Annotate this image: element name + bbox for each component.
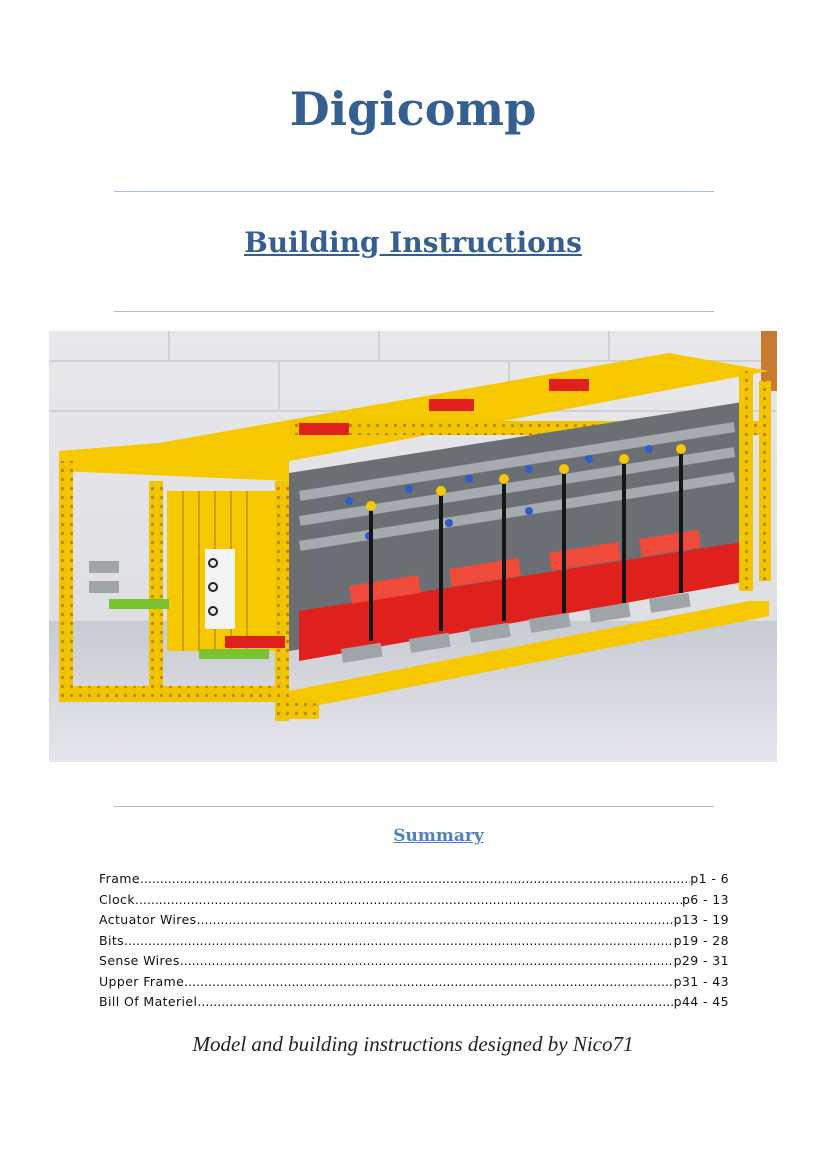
toc-entry-label: Frame <box>99 871 140 886</box>
toc-entry-label: Sense Wires <box>99 953 180 968</box>
toc-entry <box>99 953 729 974</box>
toc-entry-pages: p6 - 13 <box>681 891 729 907</box>
toc-entry <box>99 871 729 892</box>
toc-entry-label: Bill Of Materiel <box>99 994 198 1009</box>
toc-entry-pages: p44 - 45 <box>673 994 729 1009</box>
summary-heading: Summary <box>393 826 484 846</box>
divider-summary <box>114 806 714 807</box>
toc-entry <box>99 933 729 954</box>
toc-entry-pages: p29 - 31 <box>673 953 729 968</box>
credit-line: Model and building instructions designed by Nico71 <box>192 1032 634 1056</box>
toc-entry <box>99 912 729 933</box>
toc-leader-dots <box>197 994 673 1009</box>
toc-leader-dots <box>197 912 674 927</box>
toc-leader-dots <box>180 953 674 968</box>
toc-leader-dots <box>140 871 690 886</box>
divider-middle <box>114 311 714 312</box>
toc-entry-pages: p19 - 28 <box>673 932 729 948</box>
toc-entry-label: Actuator Wires <box>99 912 197 927</box>
toc-entry-pages: p31 - 43 <box>673 973 729 989</box>
toc-entry <box>99 892 729 913</box>
table-of-contents <box>99 871 729 1015</box>
toc-entry-label: Upper Frame <box>99 973 185 989</box>
toc-entry-label: Bits <box>99 932 125 948</box>
toc-entry-pages: p1 - 6 <box>690 871 729 886</box>
toc-entry <box>99 994 729 1015</box>
toc-entry-label: Clock <box>99 891 135 907</box>
toc-entry <box>99 974 729 995</box>
document-subtitle: Building Instructions <box>244 226 582 259</box>
document-title: Digicomp <box>289 82 537 136</box>
toc-leader-dots <box>124 933 674 948</box>
divider-top <box>114 191 714 192</box>
toc-entry-pages: p13 - 19 <box>673 912 729 927</box>
toc-leader-dots <box>135 892 682 907</box>
model-photo <box>49 331 777 762</box>
toc-leader-dots <box>184 974 673 989</box>
